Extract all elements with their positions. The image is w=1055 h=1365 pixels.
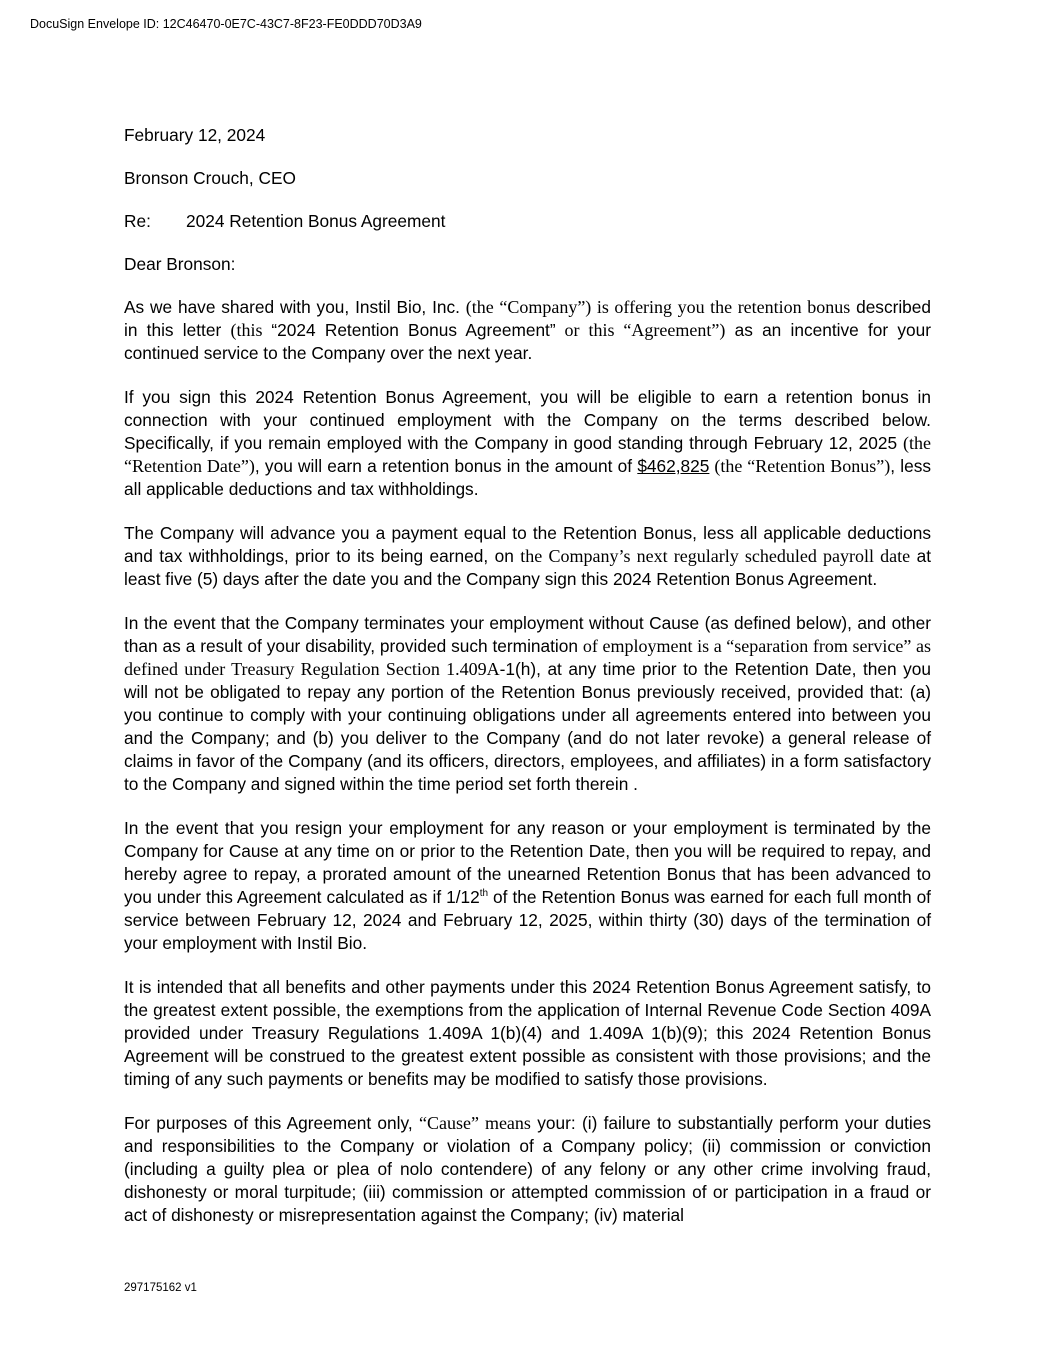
letter-date: February 12, 2024 bbox=[124, 125, 266, 145]
p7-text-b: “Cause” means bbox=[418, 1113, 531, 1133]
p1-text-a: As we have shared with you, Instil Bio, Inc. bbox=[124, 297, 466, 317]
p3-text-a: The Company will advance you a payment equal to the Retention Bonus, less all applicable deductions and tax withholdings, prior to its being earned, on bbox=[124, 523, 931, 566]
p5-text-b: of the Retention Bonus was earned for each full month of service between February 12, 2024 and February 12, 2025, within thirty (30) days of the termination of your employment with Instil Bio. bbox=[124, 887, 931, 953]
p1-text-e: “2024 Retention Bonus Agreement” bbox=[271, 320, 556, 340]
p2-text-e: , less all applicable deductions and tax withholdings. bbox=[124, 456, 931, 499]
p2-text-a: If you sign this 2024 Retention Bonus Agreement, you will be eligible to earn a retention bonus in connection with your continued employment with the Company on the terms described below. Specifically, if you remain employed with the Company in good standing through February 12, 2025 bbox=[124, 387, 931, 453]
p5-superscript: th bbox=[479, 888, 489, 900]
p4-text-a: In the event that the Company terminates your employment without Cause (as defined below), and other than as a result of your disability, provided such termination bbox=[124, 613, 931, 656]
paragraph-resignation bbox=[124, 817, 931, 955]
p2-text-c: , you will earn a retention bonus in the amount of bbox=[254, 456, 638, 476]
p1-text-d: (this bbox=[230, 320, 272, 340]
subject-line bbox=[124, 210, 931, 233]
docusign-envelope-id: DocuSign Envelope ID: 12C46470-0E7C-43C7-8F23-FE0DDD70D3A9 bbox=[30, 17, 422, 31]
re-label: Re: bbox=[124, 211, 151, 231]
p4-text-c: -1(h), at any time prior to the Retention Date, then you will not be obligated to repay any portion of the Retention Bonus previously received, provided that: (a) you continue to comply with your continuing obligations under all agreements entered into between you and the Company; and (b) you deliver to the Company (and do not later revoke) a general release of claims in favor of the Company (and its officers, directors, employees, and affiliates) in a form satisfactory to the Company and signed within the time period set forth therein . bbox=[124, 659, 931, 794]
p1-text-g: as an incentive for your continued service to the Company over the next year. bbox=[124, 320, 931, 363]
document-footer-id: 297175162 v1 bbox=[124, 1282, 197, 1294]
p7-text-a: For purposes of this Agreement only, bbox=[124, 1113, 419, 1133]
letter-recipient: Bronson Crouch, CEO bbox=[124, 168, 296, 188]
paragraph-termination bbox=[124, 612, 931, 796]
subject-text: 2024 Retention Bonus Agreement bbox=[186, 211, 446, 231]
salutation: Dear Bronson: bbox=[124, 254, 236, 274]
p5-text-a: In the event that you resign your employment for any reason or your employment is terminated by the Company for Cause at any time on or prior to the Retention Date, then you will be required to repay, and hereby agree to repay, a prorated amount of the unearned Retention Bonus that has been advanced to you under this Agreement calculated as if 1/12 bbox=[124, 818, 931, 907]
letter-body bbox=[124, 124, 931, 1248]
p2-text-b: (the “Retention Date”) bbox=[124, 433, 931, 476]
p3-text-b: the Company’s next regularly scheduled payroll date bbox=[520, 546, 911, 566]
p1-text-c: described in this letter bbox=[124, 297, 932, 340]
paragraph-intro bbox=[124, 296, 931, 365]
paragraph-eligibility bbox=[124, 386, 931, 501]
paragraph-advance bbox=[124, 522, 931, 591]
p2-text-d: (the “Retention Bonus”) bbox=[709, 456, 891, 476]
p3-text-c: at least five (5) days after the date you and the Company sign this 2024 Retention Bonus Agreement. bbox=[124, 546, 931, 589]
p1-text-b: (the “Company”) is offering you the retention bonus bbox=[465, 297, 851, 317]
bonus-amount: $462,825 bbox=[637, 456, 710, 476]
p4-text-b: of employment is a “separation from service” as defined under Treasury Regulation Section 1.409A bbox=[124, 636, 931, 679]
paragraph-409a: It is intended that all benefits and other payments under this 2024 Retention Bonus Agreement satisfy, to the greatest extent possible, the exemptions from the application of Internal Revenue Code Section 409A provided under Treasury Regulations 1.409A 1(b)(4) and 1.409A 1(b)(9); this 2024 Retention Bonus Agreement will be construed to the greatest extent possible as consistent with those provisions; and the timing of any such payments or benefits may be modified to satisfy those provisions. bbox=[124, 977, 931, 1089]
p7-text-c: your: (i) failure to substantially perform your duties and responsibilities to the Company or violation of a Company policy; (ii) commission or conviction (including a guilty plea or plea of nolo contendere) of any felony or any other crime involving fraud, dishonesty or moral turpitude; (iii) commission or attempted commission of or participation in a fraud or act of dishonesty or misrepresentation against the Company; (iv) material bbox=[124, 1113, 932, 1225]
paragraph-cause-definition bbox=[124, 1112, 931, 1227]
p1-text-f: or this “Agreement”) bbox=[555, 320, 726, 340]
